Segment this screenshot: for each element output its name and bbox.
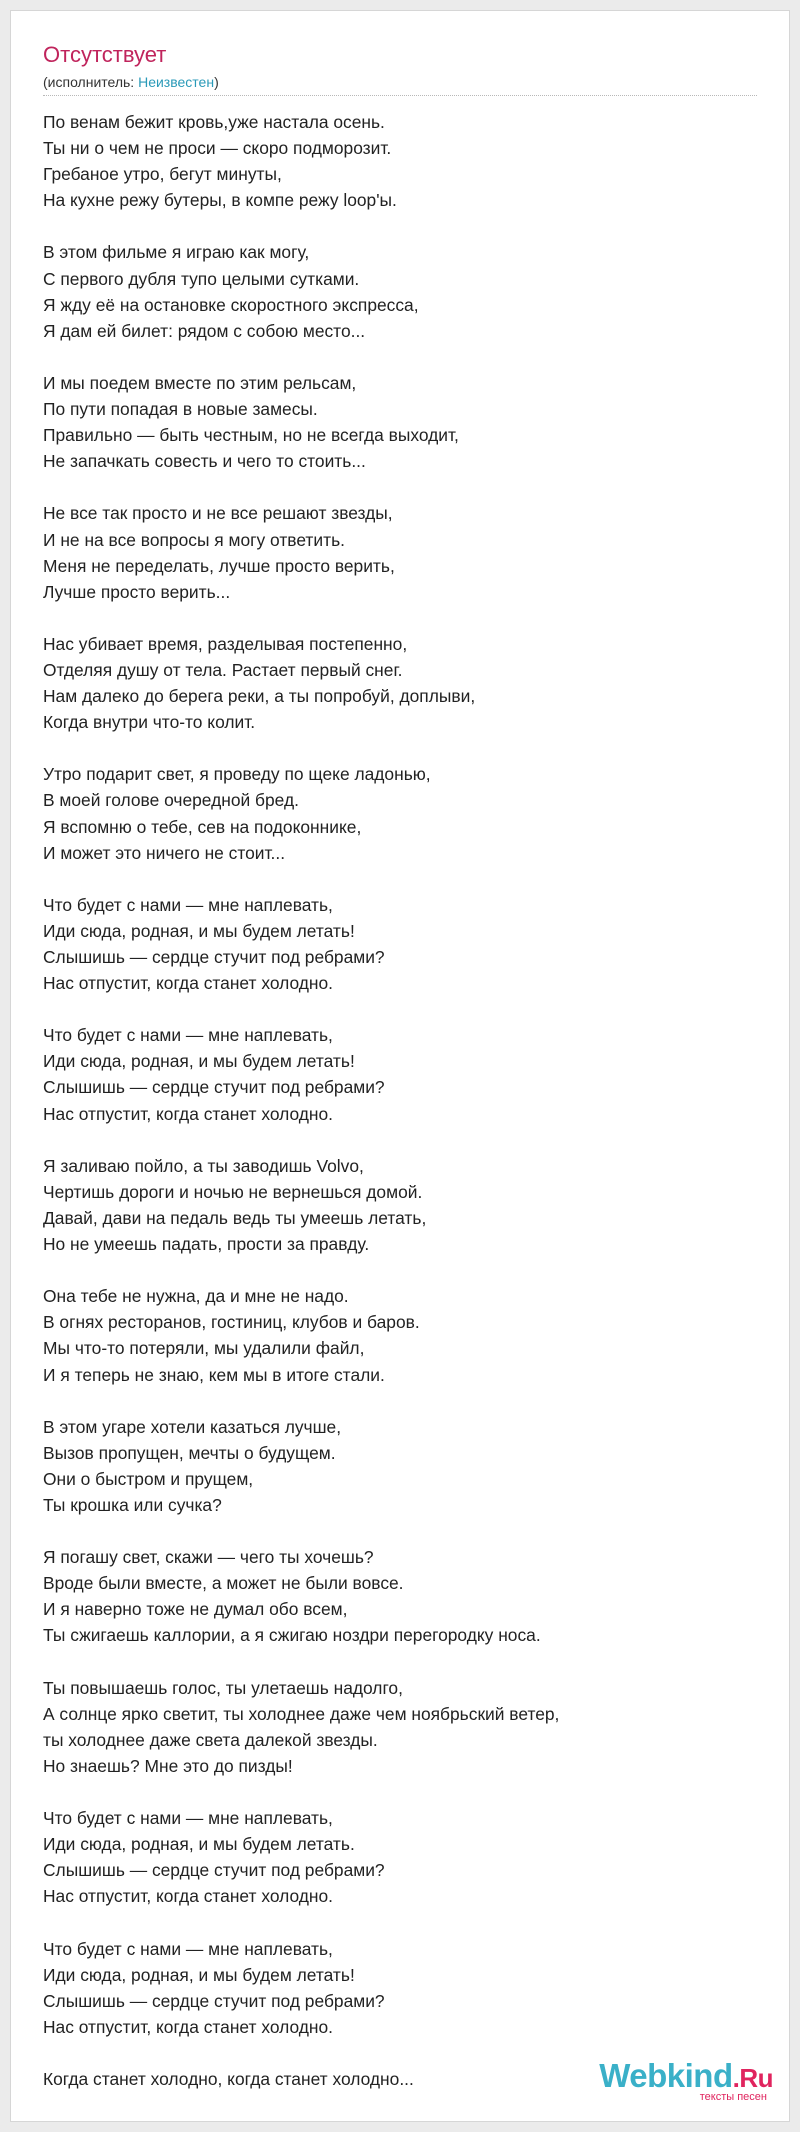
artist-suffix: ) [214, 74, 219, 90]
lyrics-line: Лучше просто верить... [43, 581, 231, 602]
lyrics-line: И я теперь не знаю, кем мы в итоге стали. [43, 1364, 385, 1385]
lyrics-line: Что будет с нами — мне наплевать, [43, 1025, 333, 1046]
lyrics-line: По пути попадая в новые замесы. [43, 399, 318, 420]
lyrics-line: Что будет с нами — мне наплевать, [43, 894, 333, 915]
webkind-logo[interactable] [593, 2057, 773, 2105]
lyrics-stanza [43, 370, 743, 474]
lyrics-stanza [43, 1153, 743, 1257]
lyrics-line: Ты крошка или сучка? [43, 1494, 222, 1515]
artist-line [43, 73, 219, 91]
lyrics-line: Не запачкать совесть и чего то стоить... [43, 451, 366, 472]
lyrics-page [10, 10, 790, 2122]
lyrics-line: Вызов пропущен, мечты о будущем. [43, 1442, 336, 1463]
lyrics-line: Меня не переделать, лучше просто верить, [43, 555, 395, 576]
lyrics-line: Вроде были вместе, а может не были вовсе. [43, 1573, 404, 1594]
lyrics-line: И мы поедем вместе по этим рельсам, [43, 372, 357, 393]
lyrics-line: Слышишь — сердце стучит под ребрами? [43, 947, 385, 967]
lyrics-line: Я погашу свет, скажи — чего ты хочешь? [43, 1547, 374, 1568]
lyrics-line: Иди сюда, родная, и мы будем летать. [43, 1834, 355, 1855]
lyrics-line: Утро подарит свет, я проведу по щеке ладонью, [43, 764, 431, 785]
lyrics-line: По венам бежит кровь,уже настала осень. [43, 112, 385, 132]
lyrics-stanza [43, 761, 743, 865]
song-title: Отсутствует [43, 42, 167, 67]
lyrics-body [43, 109, 743, 2118]
lyrics-line: Иди сюда, родная, и мы будем летать! [43, 920, 355, 941]
lyrics-stanza [43, 1675, 743, 1779]
artist-link[interactable]: Неизвестен [138, 74, 215, 90]
lyrics-line: Ты сжигаешь каллории, а я сжигаю ноздри перегородку носа. [43, 1625, 541, 1646]
lyrics-line: Нас отпустит, когда станет холодно. [43, 2016, 333, 2037]
lyrics-line: Нас отпустит, когда станет холодно. [43, 1886, 333, 1907]
lyrics-line: Но не умеешь падать, прости за правду. [43, 1234, 370, 1255]
lyrics-line: А солнце ярко светит, ты холоднее даже чем ноябрьский ветер, [43, 1703, 560, 1724]
lyrics-line: Отделяя душу от тела. Растает первый снег. [43, 659, 403, 680]
lyrics-line: Иди сюда, родная, и мы будем летать! [43, 1964, 355, 1985]
lyrics-line: Слышишь — сердце стучит под ребрами? [43, 1860, 385, 1881]
header-divider [43, 95, 757, 96]
lyrics-line: Я жду её на остановке скоростного экспресса, [43, 294, 419, 315]
lyrics-line: Ты ни о чем не проси — скоро подморозит. [43, 138, 392, 159]
lyrics-line: В огнях ресторанов, гостиниц, клубов и баров. [43, 1312, 420, 1333]
lyrics-line: Нас убивает время, разделывая постепенно, [43, 633, 408, 654]
lyrics-stanza [43, 109, 743, 213]
lyrics-line: Гребаное утро, бегут минуты, [43, 164, 282, 185]
lyrics-line: Они о быстром и прущем, [43, 1468, 254, 1489]
lyrics-stanza [43, 1283, 743, 1387]
lyrics-line: На кухне режу бутеры, в компе режу loop'ы. [43, 190, 397, 211]
lyrics-stanza [43, 892, 743, 996]
logo-name: Webkind [599, 2057, 733, 2094]
lyrics-stanza [43, 500, 743, 604]
logo-domain: .Ru [732, 2063, 773, 2093]
lyrics-line: Слышишь — сердце стучит под ребрами? [43, 1990, 385, 2011]
lyrics-line: Чертишь дороги и ночью не вернешься домой. [43, 1181, 423, 1202]
lyrics-line: ты холоднее даже света далекой звезды. [43, 1729, 378, 1750]
lyrics-line: Что будет с нами — мне наплевать, [43, 1938, 333, 1959]
lyrics-line: Слышишь — сердце стучит под ребрами? [43, 1077, 385, 1098]
lyrics-stanza [43, 1805, 743, 1909]
lyrics-stanza [43, 1544, 743, 1648]
lyrics-stanza [43, 239, 743, 343]
logo-tagline: тексты песен [699, 2091, 767, 2103]
lyrics-line: Нас отпустит, когда станет холодно. [43, 973, 333, 994]
lyrics-line: С первого дубля тупо целыми сутками. [43, 268, 360, 289]
lyrics-line: Но знаешь? Мне это до пизды! [43, 1755, 293, 1776]
lyrics-stanza [43, 1414, 743, 1518]
lyrics-line: Не все так просто и не все решают звезды, [43, 503, 393, 524]
lyrics-line: И я наверно тоже не думал обо всем, [43, 1599, 348, 1620]
lyrics-line: И может это ничего не стоит... [43, 842, 286, 863]
lyrics-stanza [43, 1022, 743, 1126]
lyrics-line: Я заливаю пойло, а ты заводишь Volvo, [43, 1155, 364, 1176]
artist-prefix: (исполнитель: [43, 74, 139, 90]
lyrics-line: В моей голове очередной бред. [43, 790, 299, 811]
lyrics-stanza [43, 1936, 743, 2040]
lyrics-line: Давай, дави на педаль ведь ты умеешь летать, [43, 1207, 427, 1228]
lyrics-line: Что будет с нами — мне наплевать, [43, 1808, 333, 1829]
lyrics-line: Она тебе не нужна, да и мне не надо. [43, 1286, 349, 1307]
lyrics-line: В этом фильме я играю как могу, [43, 242, 310, 263]
lyrics-line: Я вспомню о тебе, сев на подоконнике, [43, 816, 362, 837]
lyrics-stanza [43, 631, 743, 735]
lyrics-line: Правильно — быть честным, но не всегда выходит, [43, 425, 459, 446]
lyrics-line: Когда станет холодно, когда станет холодно... [43, 2069, 414, 2090]
lyrics-line: В этом угаре хотели казаться лучше, [43, 1416, 342, 1437]
lyrics-line: И не на все вопросы я могу ответить. [43, 529, 345, 550]
lyrics-line: Когда внутри что-то колит. [43, 712, 256, 733]
lyrics-line: Ты повышаешь голос, ты улетаешь надолго, [43, 1677, 403, 1698]
lyrics-line: Иди сюда, родная, и мы будем летать! [43, 1051, 355, 1072]
lyrics-line: Мы что-то потеряли, мы удалили файл, [43, 1338, 365, 1359]
lyrics-line: Нам далеко до берега реки, а ты попробуй, доплыви, [43, 686, 476, 707]
lyrics-line: Я дам ей билет: рядом с собою место... [43, 320, 366, 341]
lyrics-line: Нас отпустит, когда станет холодно. [43, 1103, 333, 1124]
